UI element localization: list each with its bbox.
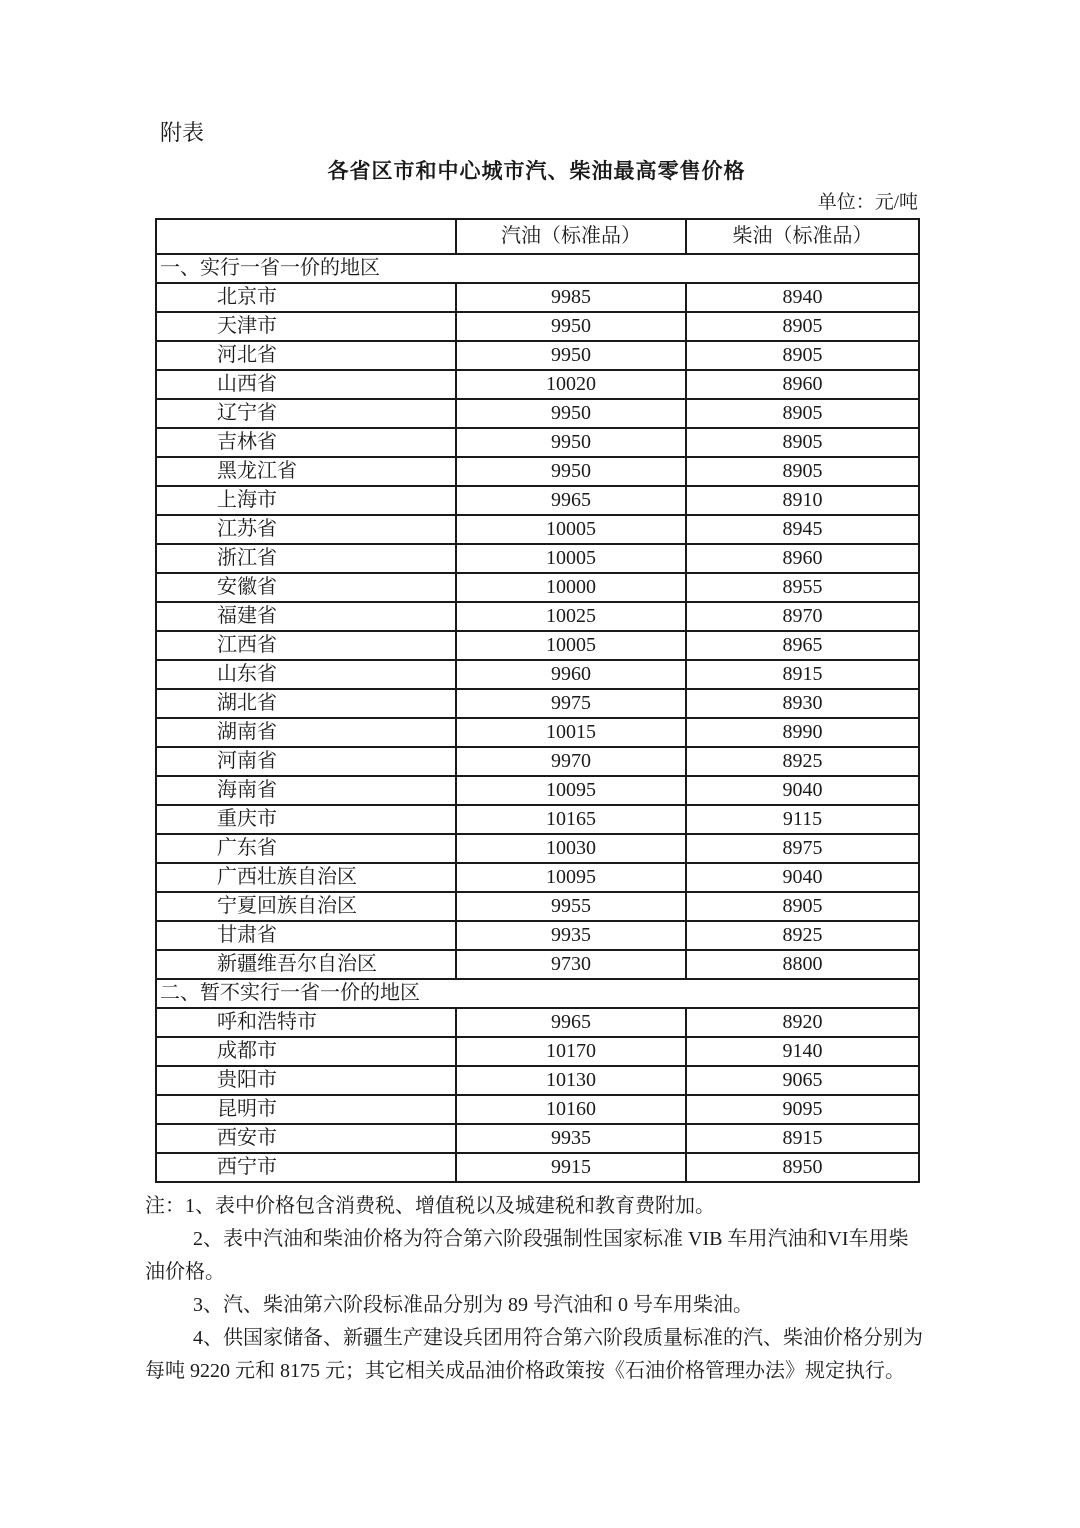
- table-row: [156, 602, 919, 631]
- gasoline-price-cell: 10160: [456, 1095, 686, 1124]
- gasoline-price-cell: 9935: [456, 921, 686, 950]
- note-line-1: 注：1、表中价格包含消费税、增值税以及城建税和教育费附加。: [145, 1195, 715, 1217]
- table-row: [156, 776, 919, 805]
- gasoline-price-cell: 10030: [456, 834, 686, 863]
- table-row: [156, 950, 919, 979]
- region-cell: 贵阳市: [156, 1066, 456, 1095]
- diesel-price-cell: 8915: [686, 1124, 919, 1153]
- gasoline-price-cell: 10095: [456, 776, 686, 805]
- header-gasoline-column: 汽油（标准品）: [456, 219, 686, 254]
- diesel-price-cell: 8940: [686, 283, 919, 312]
- header-diesel-column: 柴油（标准品）: [686, 219, 919, 254]
- diesel-price-cell: 8905: [686, 428, 919, 457]
- diesel-price-cell: 8990: [686, 718, 919, 747]
- diesel-price-cell: 8975: [686, 834, 919, 863]
- table-row: [156, 1066, 919, 1095]
- diesel-price-cell: 9040: [686, 863, 919, 892]
- gasoline-price-cell: 9730: [456, 950, 686, 979]
- diesel-price-cell: 8800: [686, 950, 919, 979]
- region-cell: 广东省: [156, 834, 456, 863]
- region-cell: 甘肃省: [156, 921, 456, 950]
- table-row: [156, 544, 919, 573]
- gasoline-price-cell: 9960: [456, 660, 686, 689]
- region-cell: 吉林省: [156, 428, 456, 457]
- price-table: [155, 218, 920, 1183]
- diesel-price-cell: 8925: [686, 747, 919, 776]
- table-row: [156, 1153, 919, 1182]
- table-row: [156, 341, 919, 370]
- region-cell: 湖南省: [156, 718, 456, 747]
- header-row: [156, 219, 919, 254]
- diesel-price-cell: 8955: [686, 573, 919, 602]
- gasoline-price-cell: 9975: [456, 689, 686, 718]
- diesel-price-cell: 9115: [686, 805, 919, 834]
- diesel-price-cell: 8965: [686, 631, 919, 660]
- region-cell: 广西壮族自治区: [156, 863, 456, 892]
- table-row: [156, 399, 919, 428]
- region-cell: 江苏省: [156, 515, 456, 544]
- diesel-price-cell: 8960: [686, 544, 919, 573]
- diesel-price-cell: 8970: [686, 602, 919, 631]
- region-cell: 呼和浩特市: [156, 1008, 456, 1037]
- diesel-price-cell: 9140: [686, 1037, 919, 1066]
- table-row: [156, 863, 919, 892]
- gasoline-price-cell: 9950: [456, 341, 686, 370]
- table-row: [156, 660, 919, 689]
- note-line-2: 2、表中汽油和柴油价格为符合第六阶段强制性国家标准 VIB 车用汽油和VI车用柴油价格。: [145, 1228, 909, 1283]
- price-table-body: [156, 254, 919, 1182]
- section-heading: 二、暂不实行一省一价的地区: [156, 979, 919, 1008]
- diesel-price-cell: 9040: [686, 776, 919, 805]
- diesel-price-cell: 8910: [686, 486, 919, 515]
- region-cell: 西安市: [156, 1124, 456, 1153]
- table-row: [156, 370, 919, 399]
- page-title: 各省区市和中心城市汽、柴油最高零售价格: [327, 159, 746, 183]
- table-row: [156, 573, 919, 602]
- diesel-price-cell: 8930: [686, 689, 919, 718]
- gasoline-price-cell: 10000: [456, 573, 686, 602]
- diesel-price-cell: 8905: [686, 457, 919, 486]
- region-cell: 山东省: [156, 660, 456, 689]
- diesel-price-cell: 8905: [686, 312, 919, 341]
- region-cell: 上海市: [156, 486, 456, 515]
- appendix-label: 附表: [160, 120, 205, 145]
- region-cell: 河北省: [156, 341, 456, 370]
- table-row: [156, 1095, 919, 1124]
- table-row: [156, 312, 919, 341]
- table-row: [156, 283, 919, 312]
- table-row: [156, 428, 919, 457]
- note-line-3: 3、汽、柴油第六阶段标准品分别为 89 号汽油和 0 号车用柴油。: [193, 1294, 753, 1316]
- region-cell: 成都市: [156, 1037, 456, 1066]
- region-cell: 北京市: [156, 283, 456, 312]
- region-cell: 天津市: [156, 312, 456, 341]
- unit-label: 单位：元/吨: [817, 192, 918, 213]
- diesel-price-cell: 8950: [686, 1153, 919, 1182]
- gasoline-price-cell: 9950: [456, 399, 686, 428]
- gasoline-price-cell: 9935: [456, 1124, 686, 1153]
- region-cell: 安徽省: [156, 573, 456, 602]
- gasoline-price-cell: 9950: [456, 457, 686, 486]
- gasoline-price-cell: 9965: [456, 486, 686, 515]
- section-heading-row: [156, 254, 919, 283]
- table-row: [156, 486, 919, 515]
- table-row: [156, 1008, 919, 1037]
- diesel-price-cell: 8905: [686, 399, 919, 428]
- region-cell: 宁夏回族自治区: [156, 892, 456, 921]
- note-line-4: 4、供国家储备、新疆生产建设兵团用符合第六阶段质量标准的汽、柴油价格分别为每吨 9220 元和 8175 元；其它相关成品油价格政策按《石油价格管理办法》规定执行。: [145, 1327, 923, 1382]
- gasoline-price-cell: 9950: [456, 428, 686, 457]
- region-cell: 浙江省: [156, 544, 456, 573]
- gasoline-price-cell: 9950: [456, 312, 686, 341]
- region-cell: 海南省: [156, 776, 456, 805]
- region-cell: 重庆市: [156, 805, 456, 834]
- table-row: [156, 1124, 919, 1153]
- region-cell: 山西省: [156, 370, 456, 399]
- table-row: [156, 805, 919, 834]
- gasoline-price-cell: 10170: [456, 1037, 686, 1066]
- region-cell: 福建省: [156, 602, 456, 631]
- region-cell: 新疆维吾尔自治区: [156, 950, 456, 979]
- table-row: [156, 921, 919, 950]
- diesel-price-cell: 8945: [686, 515, 919, 544]
- region-cell: 西宁市: [156, 1153, 456, 1182]
- footnotes: [145, 1190, 923, 1388]
- gasoline-price-cell: 9970: [456, 747, 686, 776]
- diesel-price-cell: 9065: [686, 1066, 919, 1095]
- diesel-price-cell: 8905: [686, 341, 919, 370]
- diesel-price-cell: 8960: [686, 370, 919, 399]
- gasoline-price-cell: 10015: [456, 718, 686, 747]
- table-row: [156, 747, 919, 776]
- section-heading: 一、实行一省一价的地区: [156, 254, 919, 283]
- table-row: [156, 834, 919, 863]
- document-content: [145, 0, 923, 1388]
- gasoline-price-cell: 10095: [456, 863, 686, 892]
- gasoline-price-cell: 10165: [456, 805, 686, 834]
- diesel-price-cell: 8925: [686, 921, 919, 950]
- header-region-column: [156, 219, 456, 254]
- diesel-price-cell: 8915: [686, 660, 919, 689]
- gasoline-price-cell: 9985: [456, 283, 686, 312]
- price-table-header: [156, 219, 919, 254]
- gasoline-price-cell: 9965: [456, 1008, 686, 1037]
- region-cell: 湖北省: [156, 689, 456, 718]
- table-row: [156, 892, 919, 921]
- gasoline-price-cell: 10005: [456, 515, 686, 544]
- table-row: [156, 718, 919, 747]
- diesel-price-cell: 8920: [686, 1008, 919, 1037]
- region-cell: 黑龙江省: [156, 457, 456, 486]
- gasoline-price-cell: 10130: [456, 1066, 686, 1095]
- gasoline-price-cell: 10025: [456, 602, 686, 631]
- diesel-price-cell: 8905: [686, 892, 919, 921]
- gasoline-price-cell: 10005: [456, 631, 686, 660]
- table-row: [156, 1037, 919, 1066]
- diesel-price-cell: 9095: [686, 1095, 919, 1124]
- table-row: [156, 515, 919, 544]
- region-cell: 江西省: [156, 631, 456, 660]
- gasoline-price-cell: 9915: [456, 1153, 686, 1182]
- region-cell: 昆明市: [156, 1095, 456, 1124]
- table-row: [156, 457, 919, 486]
- section-heading-row: [156, 979, 919, 1008]
- region-cell: 辽宁省: [156, 399, 456, 428]
- region-cell: 河南省: [156, 747, 456, 776]
- gasoline-price-cell: 10020: [456, 370, 686, 399]
- table-row: [156, 689, 919, 718]
- gasoline-price-cell: 9955: [456, 892, 686, 921]
- gasoline-price-cell: 10005: [456, 544, 686, 573]
- table-row: [156, 631, 919, 660]
